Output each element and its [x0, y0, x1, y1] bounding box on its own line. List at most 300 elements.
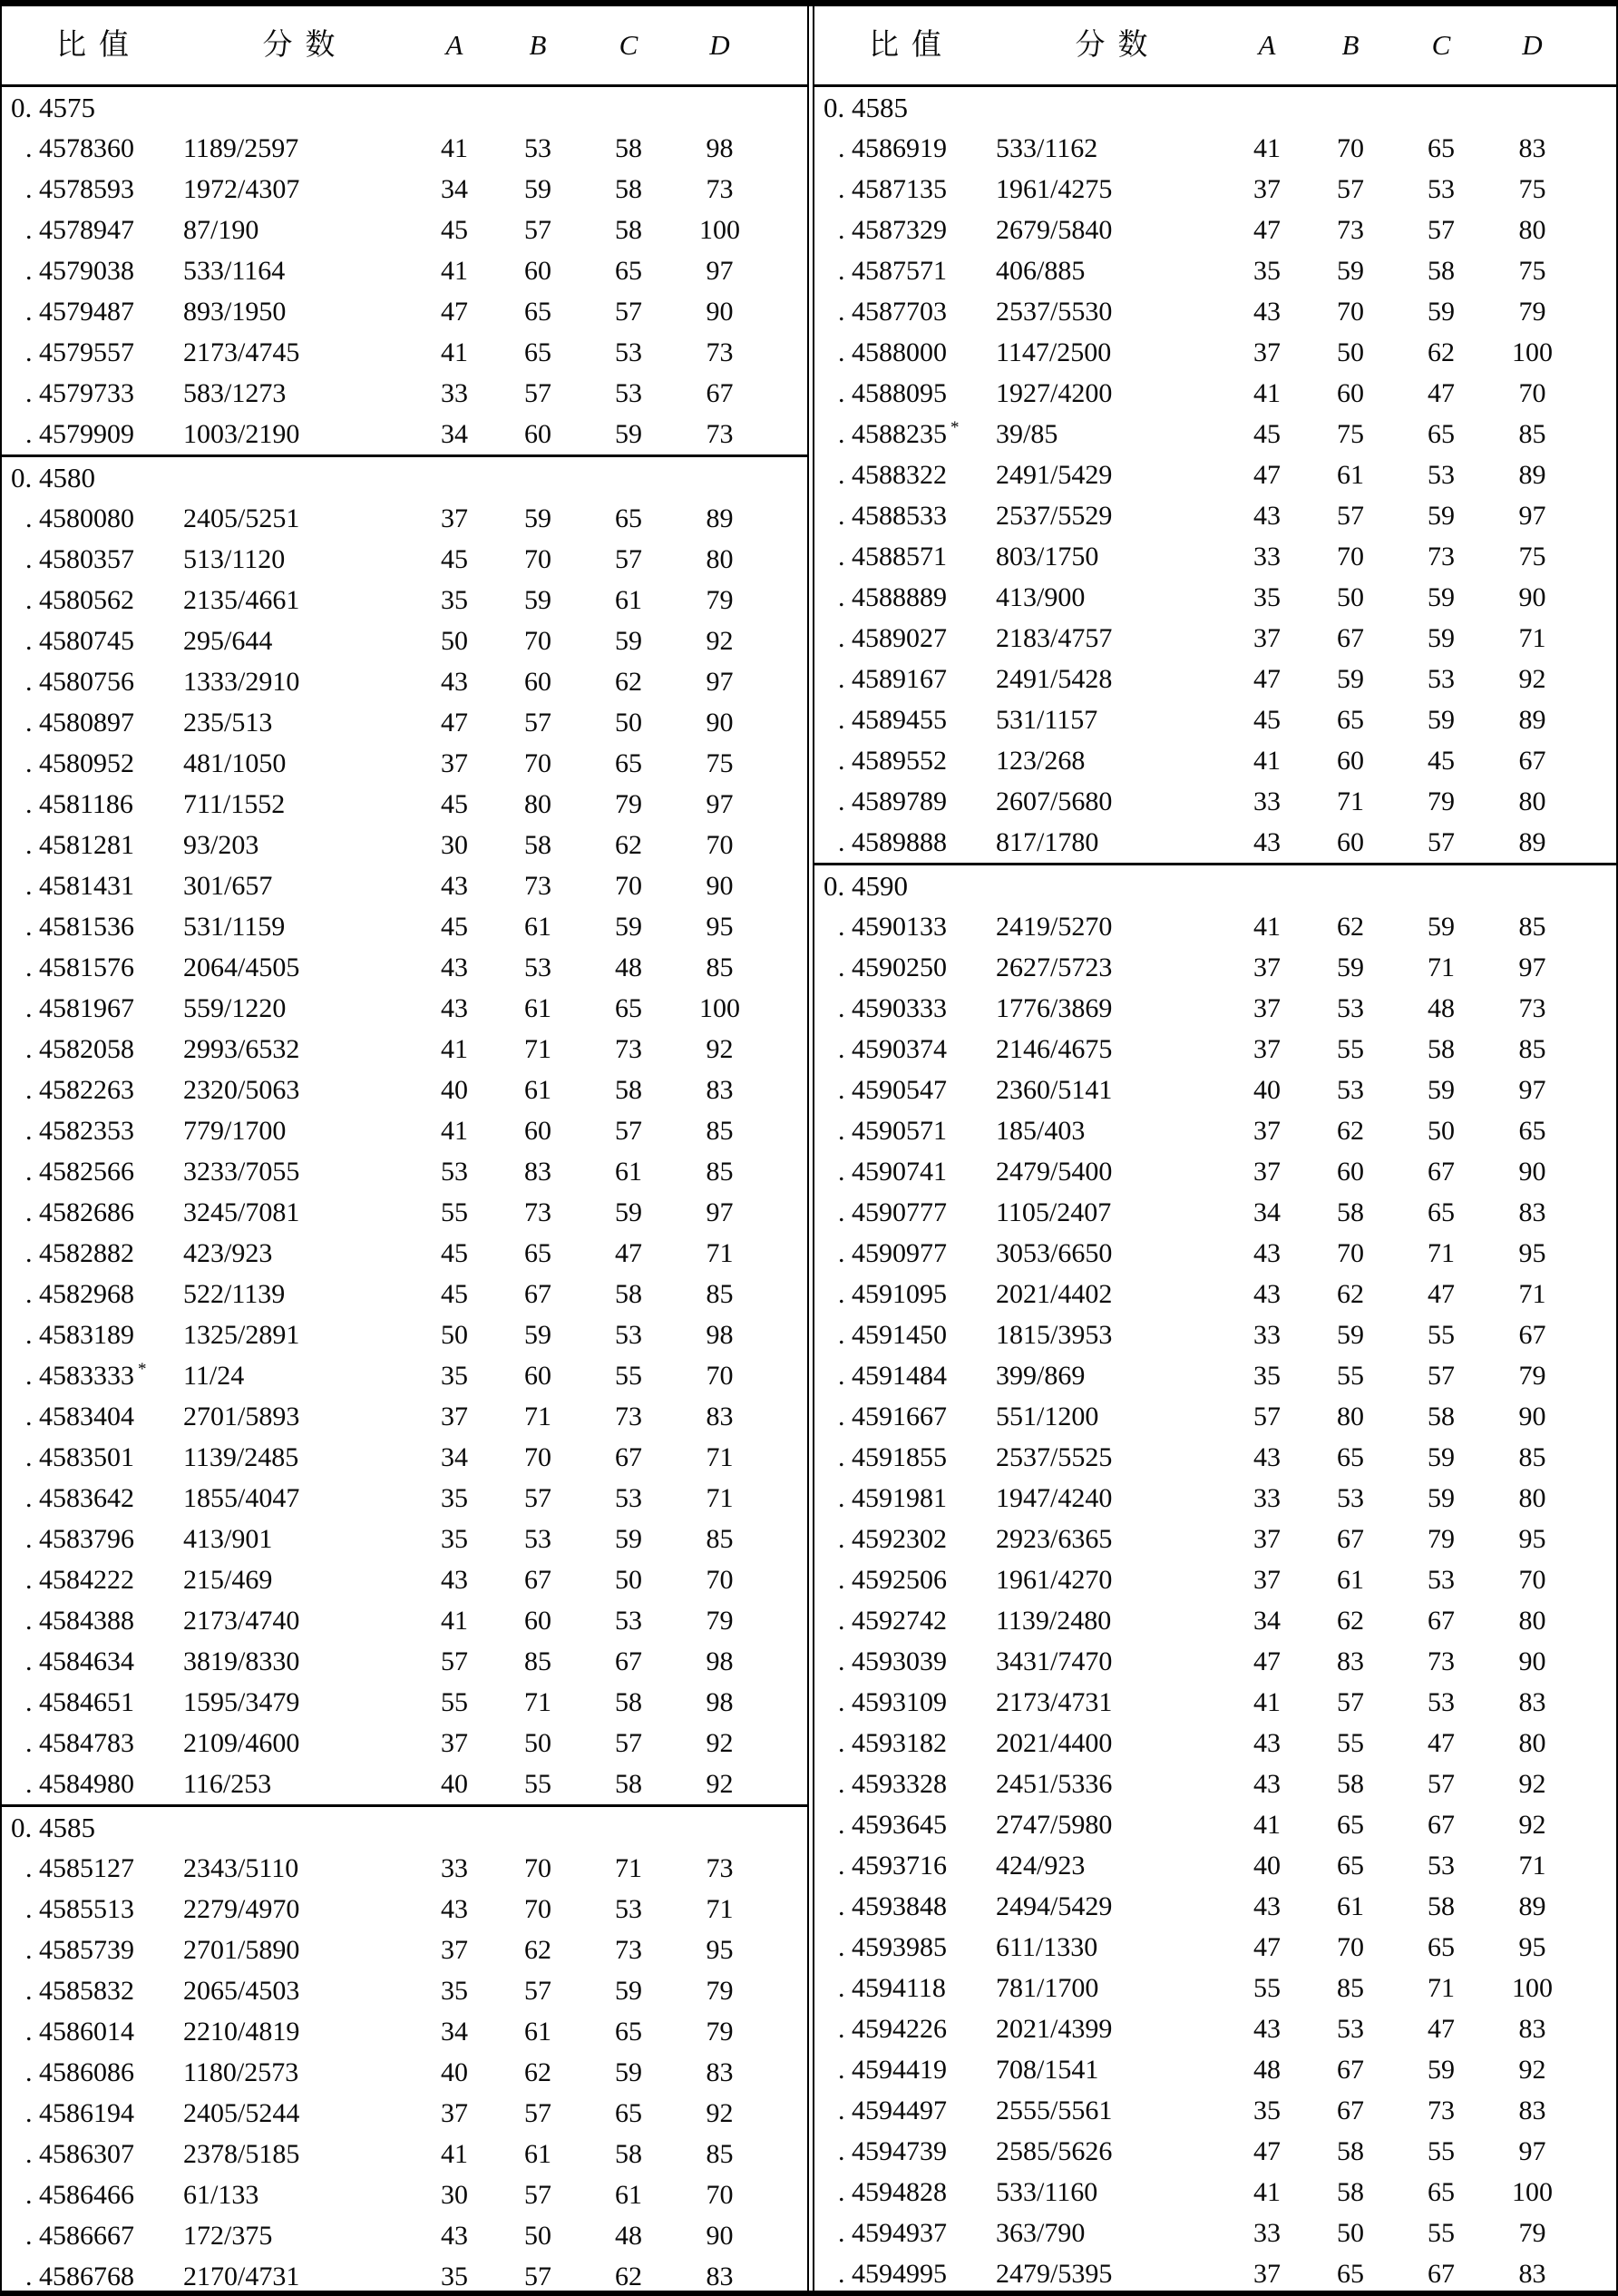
- col-a-cell: 40: [441, 1769, 468, 1799]
- col-a-cell: 30: [441, 830, 468, 860]
- col-d-cell: 71: [706, 1894, 734, 1924]
- col-a-cell: 47: [1253, 664, 1281, 694]
- col-c-cell: 53: [615, 337, 642, 367]
- col-c-cell: 71: [1428, 953, 1455, 982]
- col-a-cell: 45: [441, 1279, 468, 1309]
- table-row: [814, 210, 1616, 250]
- col-c-cell: 62: [615, 667, 642, 697]
- col-c-cell: 47: [1428, 378, 1455, 408]
- fraction-cell: 2173/4740: [183, 1606, 300, 1636]
- col-c-cell: 59: [1428, 1075, 1455, 1105]
- col-c-cell: 47: [1428, 2014, 1455, 2044]
- col-a-cell: 45: [1253, 705, 1281, 735]
- fraction-cell: 708/1541: [996, 2055, 1099, 2085]
- col-d-cell: 100: [1512, 1973, 1553, 2003]
- col-d-cell: 79: [1518, 297, 1546, 327]
- fraction-cell: 39/85: [996, 419, 1058, 449]
- col-b-cell: 75: [1337, 419, 1364, 449]
- ratio-cell: . 4590547: [838, 1075, 947, 1105]
- ratio-cell: . 4593328: [838, 1769, 947, 1799]
- col-a-cell: 35: [441, 585, 468, 615]
- fraction-cell: 123/268: [996, 746, 1086, 776]
- col-c-cell: 79: [1428, 1524, 1455, 1554]
- table-row: [2, 1848, 807, 1889]
- col-a-cell: 41: [1253, 1810, 1281, 1840]
- ratio-cell: . 4583501: [25, 1442, 134, 1472]
- table-row: [2, 1274, 807, 1314]
- col-b-cell: 70: [1337, 1238, 1364, 1268]
- table-row: [814, 332, 1616, 373]
- col-d-cell: 97: [706, 1197, 734, 1227]
- fraction-cell: 583/1273: [183, 378, 287, 408]
- fraction-cell: 2109/4600: [183, 1728, 300, 1758]
- col-c-cell: 57: [1428, 827, 1455, 857]
- col-b-cell: 61: [524, 912, 551, 942]
- ratio-cell: . 4579038: [25, 256, 134, 286]
- ratio-cell: . 4578593: [25, 174, 134, 204]
- col-d-cell: 92: [706, 1728, 734, 1758]
- col-b-cell: 61: [1337, 460, 1364, 490]
- ratio-cell: . 4593182: [838, 1728, 947, 1758]
- fraction-cell: 116/253: [183, 1769, 272, 1799]
- table-row: [2, 2215, 807, 2256]
- col-b-cell: 60: [524, 1606, 551, 1636]
- col-a-cell: 45: [441, 789, 468, 819]
- table-row: [2, 1396, 807, 1437]
- fraction-cell: 1855/4047: [183, 1483, 300, 1513]
- fraction-cell: 2279/4970: [183, 1894, 300, 1924]
- ratio-cell: . 4587703: [838, 297, 947, 327]
- col-d-cell: 79: [1518, 2218, 1546, 2248]
- col-a-cell: 43: [1253, 501, 1281, 531]
- ratio-cell: . 4580745: [25, 626, 134, 656]
- fraction-cell: 2679/5840: [996, 215, 1113, 245]
- ratio-cell: . 4578947: [25, 215, 134, 245]
- col-b-cell: 61: [524, 2139, 551, 2169]
- ratio-cell: . 4580897: [25, 708, 134, 738]
- col-c-cell: 73: [615, 1935, 642, 1965]
- col-b-cell: 62: [524, 1935, 551, 1965]
- col-c-cell: 53: [615, 1483, 642, 1513]
- col-a-cell: 43: [1253, 1728, 1281, 1758]
- fraction-cell: 1927/4200: [996, 378, 1113, 408]
- col-a-cell: 43: [1253, 1279, 1281, 1309]
- ratio-cell: . 4590977: [838, 1238, 947, 1268]
- col-c-cell: 48: [1428, 993, 1455, 1023]
- fraction-cell: 1815/3953: [996, 1320, 1113, 1350]
- ratio-cell: . 4588095: [838, 378, 947, 408]
- col-b-header: B: [529, 29, 547, 61]
- col-c-cell: 65: [1428, 1197, 1455, 1227]
- col-d-cell: 79: [706, 585, 734, 615]
- table-row: [2, 1478, 807, 1519]
- ratio-cell: . 4587571: [838, 256, 947, 286]
- table-row: [2, 988, 807, 1029]
- fraction-cell: 817/1780: [996, 827, 1099, 857]
- col-b-cell: 58: [1337, 1197, 1364, 1227]
- table-row: [2, 2174, 807, 2215]
- col-d-cell: 83: [706, 1402, 734, 1431]
- col-a-cell: 33: [1253, 1320, 1281, 1350]
- ratio-cell: . 4581431: [25, 871, 134, 901]
- col-a-cell: 33: [1253, 1483, 1281, 1513]
- col-c-cell: 65: [615, 993, 642, 1023]
- col-d-cell: 83: [1518, 2014, 1546, 2044]
- ratio-cell: . 4582353: [25, 1116, 134, 1146]
- table-row: [2, 947, 807, 988]
- table-row: [814, 1968, 1616, 2008]
- col-b-cell: 61: [524, 1075, 551, 1105]
- fraction-cell: 424/923: [996, 1851, 1086, 1881]
- table-row: [814, 2253, 1616, 2294]
- col-b-cell: 58: [1337, 2177, 1364, 2207]
- table-row: [2, 825, 807, 865]
- col-c-cell: 67: [1428, 1606, 1455, 1636]
- col-b-cell: 80: [524, 789, 551, 819]
- fraction-cell: 533/1162: [996, 133, 1098, 163]
- fraction-cell: 2537/5525: [996, 1442, 1113, 1472]
- col-c-cell: 61: [615, 1157, 642, 1187]
- col-c-cell: 73: [1428, 1646, 1455, 1676]
- ratio-cell: . 4578360: [25, 133, 134, 163]
- col-d-cell: 98: [706, 133, 734, 163]
- col-c-cell: 65: [615, 2017, 642, 2047]
- col-d-cell: 85: [706, 2139, 734, 2169]
- col-b-cell: 57: [524, 1483, 551, 1513]
- ratio-cell: . 4588889: [838, 582, 947, 612]
- col-b-cell: 60: [524, 1361, 551, 1391]
- col-d-cell: 89: [1518, 827, 1546, 857]
- col-d-cell: 85: [706, 1279, 734, 1309]
- ratio-cell: . 4588000: [838, 337, 947, 367]
- col-a-cell: 34: [1253, 1197, 1281, 1227]
- ratio-cell: . 4587135: [838, 174, 947, 204]
- col-a-cell: 41: [1253, 133, 1281, 163]
- section-label: 0. 4580: [11, 462, 95, 493]
- col-d-cell: 92: [1518, 1769, 1546, 1799]
- ratio-cell: . 4591095: [838, 1279, 947, 1309]
- col-d-cell: 95: [1518, 1238, 1546, 1268]
- col-c-cell: 62: [615, 830, 642, 860]
- col-d-cell: 97: [706, 789, 734, 819]
- ratio-cell: . 4594739: [838, 2136, 947, 2166]
- fraction-cell: 2378/5185: [183, 2139, 300, 2169]
- col-d-cell: 73: [706, 337, 734, 367]
- table-row: [814, 1478, 1616, 1519]
- ratio-cell: . 4592742: [838, 1606, 947, 1636]
- col-b-cell: 70: [524, 748, 551, 778]
- col-a-cell: 47: [441, 297, 468, 327]
- col-b-cell: 62: [1337, 1116, 1364, 1146]
- col-d-cell: 90: [706, 2221, 734, 2251]
- col-b-cell: 55: [1337, 1034, 1364, 1064]
- fraction-cell: 2585/5626: [996, 2136, 1113, 2166]
- col-d-cell: 89: [706, 503, 734, 533]
- col-c-cell: 53: [1428, 1851, 1455, 1881]
- fraction-cell: 399/869: [996, 1361, 1086, 1391]
- ratio-cell: . 4579733: [25, 378, 134, 408]
- col-c-cell: 58: [1428, 1402, 1455, 1431]
- table-row: [814, 1151, 1616, 1192]
- col-d-cell: 70: [706, 830, 734, 860]
- col-d-cell: 89: [1518, 460, 1546, 490]
- ratio-cell: . 4589552: [838, 746, 947, 776]
- ratio-cell: . 4579557: [25, 337, 134, 367]
- col-b-cell: 65: [1337, 705, 1364, 735]
- col-b-cell: 57: [524, 708, 551, 738]
- col-a-cell: 41: [1253, 1687, 1281, 1717]
- col-c-cell: 53: [1428, 1687, 1455, 1717]
- col-a-cell: 55: [1253, 1973, 1281, 2003]
- table-row: [2, 1682, 807, 1723]
- fraction-cell: 2479/5400: [996, 1157, 1113, 1187]
- fraction-cell: 2747/5980: [996, 1810, 1113, 1840]
- ratio-cell: . 4586194: [25, 2098, 134, 2128]
- col-c-cell: 65: [615, 2098, 642, 2128]
- col-b-cell: 60: [1337, 746, 1364, 776]
- table-row: [814, 1233, 1616, 1274]
- col-d-cell: 85: [706, 1524, 734, 1554]
- table-row: [814, 699, 1616, 740]
- col-b-cell: 61: [524, 2017, 551, 2047]
- section-header-row: [2, 1804, 807, 1848]
- fraction-cell: 2491/5428: [996, 664, 1113, 694]
- col-a-cell: 41: [441, 133, 468, 163]
- col-c-cell: 57: [615, 1116, 642, 1146]
- col-a-cell: 47: [1253, 1932, 1281, 1962]
- table-row: [2, 291, 807, 332]
- col-a-cell: 50: [441, 626, 468, 656]
- col-d-cell: 92: [1518, 664, 1546, 694]
- col-b-cell: 53: [1337, 1483, 1364, 1513]
- col-c-cell: 67: [615, 1646, 642, 1676]
- col-a-cell: 37: [441, 503, 468, 533]
- table-row: [814, 2213, 1616, 2253]
- col-a-cell: 43: [441, 953, 468, 982]
- col-c-cell: 73: [615, 1402, 642, 1431]
- col-a-cell: 34: [441, 174, 468, 204]
- fraction-cell: 531/1157: [996, 705, 1098, 735]
- col-a-cell: 37: [441, 2098, 468, 2128]
- col-c-cell: 53: [1428, 664, 1455, 694]
- col-c-cell: 58: [615, 1279, 642, 1309]
- col-b-cell: 65: [1337, 1810, 1364, 1840]
- table-row: [2, 1559, 807, 1600]
- fraction-cell: 2993/6532: [183, 1034, 300, 1064]
- col-d-cell: 100: [699, 993, 740, 1023]
- col-d-cell: 73: [706, 419, 734, 449]
- col-b-cell: 59: [524, 1320, 551, 1350]
- col-b-cell: 60: [524, 1116, 551, 1146]
- ratio-cell: . 4584651: [25, 1687, 134, 1717]
- table-row: [814, 906, 1616, 947]
- col-b-cell: 71: [524, 1034, 551, 1064]
- col-c-header: C: [619, 29, 638, 61]
- col-c-cell: 58: [615, 215, 642, 245]
- col-c-cell: 67: [1428, 1157, 1455, 1187]
- ratio-cell: . 4584783: [25, 1728, 134, 1758]
- col-b-cell: 53: [1337, 2014, 1364, 2044]
- ratio-cell: . 4589455: [838, 705, 947, 735]
- col-d-cell: 85: [1518, 912, 1546, 942]
- col-c-cell: 65: [1428, 419, 1455, 449]
- col-b-cell: 55: [1337, 1361, 1364, 1391]
- col-c-cell: 65: [1428, 1932, 1455, 1962]
- col-b-cell: 65: [524, 1238, 551, 1268]
- col-b-cell: 59: [1337, 1320, 1364, 1350]
- col-b-cell: 83: [1337, 1646, 1364, 1676]
- col-a-cell: 41: [441, 337, 468, 367]
- col-a-cell: 37: [1253, 1116, 1281, 1146]
- col-b-cell: 53: [524, 133, 551, 163]
- ratio-cell: . 4590374: [838, 1034, 947, 1064]
- col-c-header: C: [1431, 29, 1451, 61]
- table-row: [2, 661, 807, 702]
- table-row: [814, 740, 1616, 781]
- col-d-cell: 67: [706, 378, 734, 408]
- col-d-cell: 80: [1518, 1728, 1546, 1758]
- table-row: [814, 1437, 1616, 1478]
- ratio-cell: . 4590133: [838, 912, 947, 942]
- col-c-cell: 59: [1428, 2055, 1455, 2085]
- col-d-cell: 100: [1512, 337, 1553, 367]
- col-c-cell: 58: [1428, 1891, 1455, 1921]
- col-c-cell: 57: [1428, 1769, 1455, 1799]
- col-b-cell: 50: [1337, 582, 1364, 612]
- col-b-cell: 60: [524, 667, 551, 697]
- table-row: [814, 1110, 1616, 1151]
- fraction-cell: 533/1160: [996, 2177, 1098, 2207]
- col-d-cell: 97: [1518, 1075, 1546, 1105]
- col-c-cell: 71: [1428, 1238, 1455, 1268]
- col-a-cell: 45: [441, 912, 468, 942]
- col-b-cell: 57: [524, 1976, 551, 2006]
- col-b-cell: 70: [1337, 133, 1364, 163]
- col-c-cell: 53: [1428, 1565, 1455, 1595]
- col-a-cell: 43: [441, 667, 468, 697]
- fraction-cell: 779/1700: [183, 1116, 287, 1146]
- table-row: [814, 1600, 1616, 1641]
- table-row: [814, 988, 1616, 1029]
- col-a-cell: 37: [1253, 993, 1281, 1023]
- col-b-cell: 50: [1337, 2218, 1364, 2248]
- col-c-cell: 58: [615, 174, 642, 204]
- col-d-cell: 83: [706, 1075, 734, 1105]
- col-b-cell: 55: [1337, 1728, 1364, 1758]
- fraction-cell: 803/1750: [996, 542, 1099, 572]
- col-b-cell: 61: [524, 993, 551, 1023]
- fraction-cell: 3233/7055: [183, 1157, 300, 1187]
- col-b-cell: 83: [524, 1157, 551, 1187]
- table-row: [2, 580, 807, 620]
- col-b-cell: 67: [1337, 2096, 1364, 2125]
- fraction-cell: 1147/2500: [996, 337, 1112, 367]
- col-d-cell: 90: [1518, 1402, 1546, 1431]
- col-a-cell: 43: [1253, 1238, 1281, 1268]
- col-c-cell: 55: [1428, 2136, 1455, 2166]
- fraction-cell: 513/1120: [183, 544, 286, 574]
- col-c-cell: 62: [1428, 337, 1455, 367]
- col-a-cell: 43: [1253, 1442, 1281, 1472]
- col-a-header: A: [1258, 29, 1276, 61]
- fraction-cell: 2343/5110: [183, 1853, 299, 1883]
- col-b-cell: 53: [524, 1524, 551, 1554]
- fraction-cell: 172/375: [183, 2221, 273, 2251]
- col-a-cell: 41: [441, 2139, 468, 2169]
- col-b-cell: 70: [524, 1442, 551, 1472]
- col-a-cell: 47: [1253, 1646, 1281, 1676]
- col-a-cell: 41: [1253, 746, 1281, 776]
- col-a-cell: 43: [441, 993, 468, 1023]
- col-c-cell: 58: [615, 1687, 642, 1717]
- col-c-cell: 59: [615, 419, 642, 449]
- col-b-cell: 73: [1337, 215, 1364, 245]
- col-b-cell: 59: [524, 503, 551, 533]
- fraction-cell: 301/657: [183, 871, 273, 901]
- col-c-cell: 59: [1428, 501, 1455, 531]
- col-b-cell: 55: [524, 1769, 551, 1799]
- fraction-cell: 215/469: [183, 1565, 273, 1595]
- table-row: [814, 2131, 1616, 2172]
- fraction-cell: 1333/2910: [183, 667, 300, 697]
- ratio-cell: . 4581536: [25, 912, 134, 942]
- ratio-cell: . 4585739: [25, 1935, 134, 1965]
- ratio-cell: . 4590250: [838, 953, 947, 982]
- fraction-cell: 1325/2891: [183, 1320, 300, 1350]
- col-a-cell: 37: [1253, 1157, 1281, 1187]
- col-c-cell: 55: [615, 1361, 642, 1391]
- table-row: [814, 536, 1616, 577]
- table-row: [2, 1314, 807, 1355]
- col-c-cell: 59: [615, 1197, 642, 1227]
- col-c-cell: 65: [615, 256, 642, 286]
- col-c-cell: 47: [1428, 1279, 1455, 1309]
- table-row: [2, 743, 807, 784]
- ratio-column-header: 比值: [56, 29, 141, 62]
- table-row: [814, 1029, 1616, 1070]
- right-table-body: [814, 87, 1616, 2294]
- fraction-cell: 2479/5395: [996, 2259, 1113, 2289]
- col-c-cell: 50: [615, 708, 642, 738]
- col-d-cell: 70: [1518, 378, 1546, 408]
- col-b-cell: 59: [524, 585, 551, 615]
- fraction-cell: 2923/6365: [996, 1524, 1113, 1554]
- col-a-cell: 43: [441, 1565, 468, 1595]
- col-d-cell: 75: [1518, 174, 1546, 204]
- col-b-cell: 62: [524, 2057, 551, 2087]
- col-a-cell: 37: [1253, 1524, 1281, 1554]
- col-b-cell: 57: [524, 215, 551, 245]
- col-a-cell: 47: [1253, 460, 1281, 490]
- col-c-cell: 67: [615, 1442, 642, 1472]
- col-c-cell: 59: [1428, 582, 1455, 612]
- fraction-cell: 3431/7470: [996, 1646, 1113, 1676]
- fraction-cell: 2021/4402: [996, 1279, 1113, 1309]
- table-row: [814, 1641, 1616, 1682]
- fraction-cell: 1139/2485: [183, 1442, 299, 1472]
- ratio-cell: . 4583642: [25, 1483, 134, 1513]
- col-b-cell: 67: [1337, 2055, 1364, 2085]
- col-a-cell: 45: [441, 544, 468, 574]
- ratio-cell: . 4580562: [25, 585, 134, 615]
- col-b-cell: 71: [524, 1402, 551, 1431]
- col-b-cell: 62: [1337, 912, 1364, 942]
- col-a-cell: 40: [441, 1075, 468, 1105]
- col-a-cell: 45: [441, 215, 468, 245]
- fraction-cell: 2021/4399: [996, 2014, 1113, 2044]
- col-a-cell: 34: [441, 1442, 468, 1472]
- ratio-cell: . 4592302: [838, 1524, 947, 1554]
